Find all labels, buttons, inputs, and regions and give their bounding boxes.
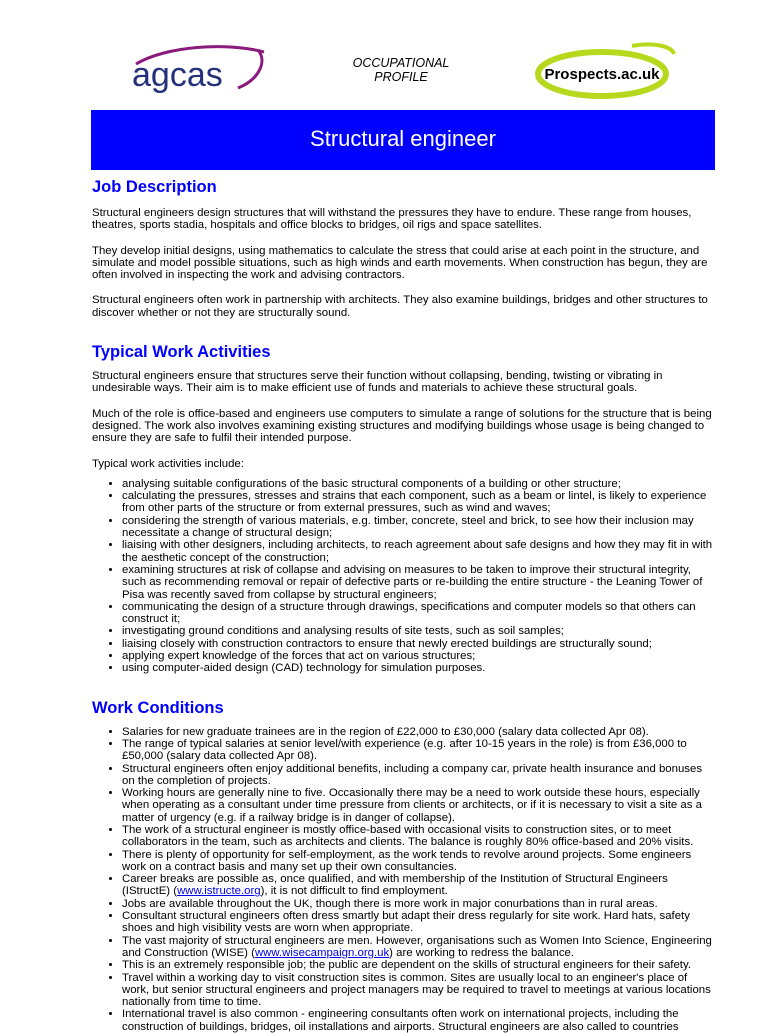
prospects-logo-text: Prospects.ac.uk [544, 66, 660, 83]
list-item-wise [122, 935, 714, 960]
list-item: • Jobs are available throughout the UK, though there is more work in major conurbations than in rural areas. [122, 898, 714, 910]
istructe-text-before: Career breaks are possible as, once qualified, and with membership of the Institution of Structural Engineers (IStructE) ( [122, 873, 668, 898]
istructe-link[interactable]: www.istructe.org [177, 885, 261, 898]
list-item: • communicating the design of a structure through drawings, specifications and computer models so that others can construct it; [122, 601, 714, 626]
list-item: • using computer-aided design (CAD) technology for simulation purposes. [122, 662, 714, 674]
list-item: • There is plenty of opportunity for self-employment, as the work tends to revolve around projects. Some engineers work on a contract basis and many set up their own consultancies. [122, 849, 714, 874]
typical-work-heading: Typical Work Activities [92, 343, 271, 362]
list-item: • investigating ground conditions and analysing results of site tests, such as soil samples; [122, 625, 714, 637]
typical-work-paragraph: Much of the role is office-based and engineers use computers to simulate a range of solutions for the structure that is being designed. The work also involves examining existing structures and modifying buildings whose usage is being changed to ensure they are safe to fulfil their intended purpose. [92, 407, 712, 445]
list-item: • This is an extremely responsible job; the public are dependent on the skills of structural engineers for their safety. [122, 959, 714, 971]
job-description-paragraph: They develop initial designs, using mathematics to calculate the stress that could arise at each point in the structure, and simulate and model possible situations, such as high winds and earth movements. When construction has begun, they are often involved in inspecting the work and advising contractors. [92, 244, 708, 282]
job-description-paragraph: Structural engineers design structures that will withstand the pressures they have to endure. These range from houses, theatres, sports stadia, hospitals and office blocks to bridges, oil rigs and space satellites. [92, 207, 692, 232]
typical-work-paragraph: Structural engineers ensure that structures serve their function without collapsing, bending, twisting or vibrating in undesirable ways. Their aim is to make efficient use of funds and materials to achieve these structural goals. [92, 370, 663, 395]
list-item: • Working hours are generally nine to five. Occasionally there may be a need to work outside these hours, especially when operating as a consultant under time pressure from clients or architects, or if it is necessary to visit a site as a matter of urgency (e.g. if a railway bridge is in danger of collapse). [122, 787, 714, 824]
profile-line-1: OCCUPATIONAL [352, 56, 450, 70]
list-item: • calculating the pressures, stresses and strains that each component, such as a beam or lintel, is likely to experience from other parts of the structure or from external pressures, such as wind and waves; [122, 490, 714, 515]
activities-list [92, 478, 714, 675]
prospects-logo [532, 40, 680, 100]
job-description-paragraph: Structural engineers often work in partnership with architects. They also examine buildings, bridges and other structures to discover whether or not they are structurally sound. [92, 294, 708, 319]
wise-text-before: The vast majority of structural engineers are men. However, organisations such as Women Into Science, Engineering and Construction (WISE) ( [122, 934, 712, 959]
list-item: • Salaries for new graduate trainees are in the region of £22,000 to £30,000 (salary data collected Apr 08). [122, 726, 714, 738]
page-title: Structural engineer [310, 126, 496, 151]
list-item: • The work of a structural engineer is mostly office-based with occasional visits to construction sites, or to meet collaborators in the team, such as architects and clients. The balance is roughly 80% office-based and 20% visits. [122, 824, 714, 849]
conditions-list [92, 726, 714, 1033]
list-item: • considering the strength of various materials, e.g. timber, concrete, steel and brick, to see how their inclusion may necessitate a change of structural design; [122, 515, 714, 540]
list-item: • Structural engineers often enjoy additional benefits, including a company car, private health insurance and bonuses on the completion of projects. [122, 763, 714, 788]
work-conditions-heading: Work Conditions [92, 698, 224, 717]
occupational-profile-label [330, 56, 472, 84]
list-item: • examining structures at risk of collapse and advising on measures to be taken to improve their structural integrity, such as recommending removal or repair of defective parts or re-building the entire structure - the Leaning Tower of Pisa was recently saved from collapse by structural engineers; [122, 564, 714, 601]
page-header [0, 0, 768, 108]
profile-line-2: PROFILE [374, 70, 428, 84]
list-item: • analysing suitable configurations of the basic structural components of a building or other structure; [122, 478, 714, 490]
list-item: • Consultant structural engineers often dress smartly but adapt their dress regularly for site work. Hard hats, safety shoes and high visibility vests are worn when appropriate. [122, 910, 714, 935]
list-item: • The range of typical salaries at senior level/with experience (e.g. after 10-15 years in the role) is from £36,000 to £50,000 (salary data collected Apr 08). [122, 738, 714, 763]
job-description-heading: Job Description [92, 178, 217, 196]
list-item: • International travel is also common - engineering consultants often work on international projects, including the construction of buildings, bridges, oil installations and airports. Structural engineers are also called to countries [122, 1008, 714, 1033]
list-item: • applying expert knowledge of the forces that act on various structures; [122, 650, 714, 662]
document-body [92, 176, 714, 1033]
agcas-logo-text: agcas [132, 56, 223, 94]
title-banner [91, 110, 715, 170]
list-item: • Travel within a working day to visit construction sites is common. Sites are usually local to an engineer's place of work, but senior structural engineers and project managers may be required to travel to meetings at various locations nationally from time to time. [122, 972, 714, 1009]
list-item: • liaising with other designers, including architects, to reach agreement about safe designs and how they may fit in with the aesthetic concept of the construction; [122, 539, 714, 564]
typical-work-intro: Typical work activities include: [92, 457, 244, 470]
wise-text-after: ) are working to redress the balance. [389, 946, 575, 959]
istructe-text-after: ), it is not difficult to find employment. [260, 885, 448, 898]
list-item-istructe [122, 873, 714, 898]
list-item: • liaising closely with construction contractors to ensure that newly erected buildings are structurally sound; [122, 638, 714, 650]
wise-link[interactable]: www.wisecampaign.org.uk [254, 946, 390, 959]
agcas-logo [126, 40, 268, 100]
